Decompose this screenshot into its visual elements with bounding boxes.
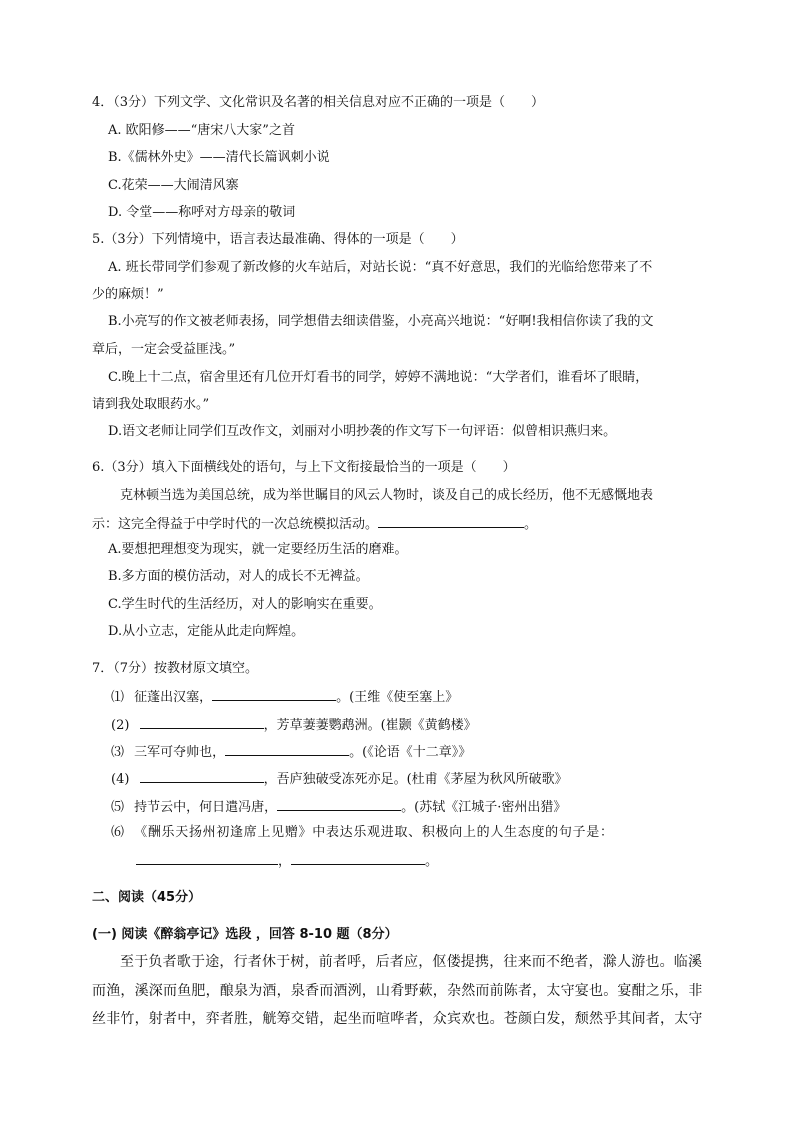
q5-option-a-line1: A. 班长带同学们参观了新改修的火车站后，对站长说：“真不好意思，我们的光临给您带来了不 bbox=[108, 260, 653, 275]
q6-option-c: C.学生时代的生活经历，对人的影响实在重要。 bbox=[108, 597, 382, 612]
q5-option-c-line1: C.晚上十二点，宿舍里还有几位开灯看书的同学，婷婷不满地说：“大学者们，谁看坏了眼睛， bbox=[108, 370, 649, 385]
q7-item-num: ⑸ bbox=[111, 800, 125, 815]
q6-option-b: B.多方面的模仿活动，对人的成长不无裨益。 bbox=[108, 569, 369, 584]
q7-item-3 bbox=[111, 742, 471, 762]
q5-option-a-line2: 少的麻烦！” bbox=[92, 287, 164, 302]
passage-line-3: 丝非竹，射者中，弈者胜，觥筹交错，起坐而喧哗者，众宾欢也。苍颜白发，颓然乎其间者，太守 bbox=[92, 1011, 703, 1027]
q7-item-num: ⑶ bbox=[111, 745, 125, 760]
q7-item-1-blank[interactable] bbox=[212, 687, 336, 701]
q4-option-a: A. 欧阳修——“唐宋八大家”之首 bbox=[108, 123, 295, 138]
q7-item-pre: 征蓬出汉塞， bbox=[134, 690, 213, 705]
q7-item-post: 。(《论语《十二章》》 bbox=[349, 745, 472, 760]
q7-item-5-blank[interactable] bbox=[277, 797, 401, 811]
sub-section-heading: (一) 阅读《醉翁亭记》选段 ，回答 8-10 题（8分） bbox=[92, 927, 398, 942]
q6-passage-text: 示：这完全得益于中学时代的一次总统模拟活动。 bbox=[92, 517, 379, 532]
q7-item-post: ，芳草萋萋鹦鹉洲。(崔颢《黄鹤楼》 bbox=[263, 718, 477, 733]
q7-item-post: 。(王维《使至塞上》 bbox=[336, 690, 459, 705]
q4-option-b: B.《儒林外史》——清代长篇讽刺小说 bbox=[108, 150, 330, 165]
q5-option-b-line1: B.小亮写的作文被老师表扬，同学想借去细读借鉴，小亮高兴地说：“好啊!我相信你读了我的文 bbox=[108, 314, 654, 329]
q7-item-6-blank-1[interactable] bbox=[136, 851, 278, 865]
q7-item-3-blank[interactable] bbox=[225, 742, 349, 756]
q6-passage-end: 。 bbox=[524, 517, 538, 532]
q7-item-pre: 三军可夺帅也， bbox=[134, 745, 226, 760]
q7-item-6-answers bbox=[136, 851, 438, 871]
q7-item-pre: 持节云中，何日遣冯唐， bbox=[134, 800, 278, 815]
q7-item-num: (4) bbox=[111, 772, 130, 787]
q6-option-d: D.从小立志，定能从此走向辉煌。 bbox=[108, 624, 305, 639]
q7-item-6-sep: ， bbox=[278, 854, 292, 869]
q6-option-a: A.要想把理想变为现实，就一定要经历生活的磨难。 bbox=[108, 542, 408, 557]
section-heading: 二、阅读（45分） bbox=[92, 890, 202, 905]
q7-item-4-blank[interactable] bbox=[140, 769, 264, 783]
q6-answer-blank[interactable] bbox=[378, 514, 524, 528]
q7-item-post: 。(苏轼《江城子·密州出猎》 bbox=[401, 800, 567, 815]
q7-stem: 7．（7分）按教材原文填空。 bbox=[92, 661, 259, 676]
q7-item-num: ⑴ bbox=[111, 690, 125, 705]
q7-item-5 bbox=[111, 797, 566, 817]
q5-option-b-line2: 章后，一定会受益匪浅。” bbox=[92, 342, 236, 357]
q7-item-2-blank[interactable] bbox=[140, 715, 264, 729]
q7-item-2 bbox=[111, 715, 477, 735]
q7-item-6 bbox=[111, 824, 614, 842]
q7-item-6-text: 《酬乐天扬州初逢席上见赠》中表达乐观进取、积极向上的人生态度的句子是： bbox=[134, 825, 614, 840]
q5-stem: 5.（3分）下列情境中，语言表达最准确、得体的一项是（ ） bbox=[92, 232, 464, 247]
q5-option-d: D.语文老师让同学们互改作文，刘丽对小明抄袭的作文写下一句评语：似曾相识燕归来。 bbox=[108, 424, 617, 439]
q7-item-6-end: 。 bbox=[425, 854, 439, 869]
q7-item-num: (2) bbox=[111, 718, 130, 733]
q7-item-4 bbox=[111, 769, 568, 789]
q7-item-6-blank-2[interactable] bbox=[291, 851, 425, 865]
passage-line-2: 而渔，溪深而鱼肥，酿泉为酒，泉香而酒洌，山肴野蔌，杂然而前陈者，太守宴也。宴酣之乐，非 bbox=[92, 983, 703, 999]
q4-stem: 4．（3分）下列文学、文化常识及名著的相关信息对应不正确的一项是（ ） bbox=[92, 95, 545, 110]
q4-option-c: C.花荣——大闹清风寨 bbox=[108, 178, 239, 193]
q7-item-num: ⑹ bbox=[111, 825, 125, 840]
q6-passage-line1: 克林顿当选为美国总统，成为举世瞩目的风云人物时，谈及自己的成长经历，他不无感慨地表 bbox=[120, 488, 654, 503]
q7-item-1 bbox=[111, 687, 458, 707]
passage-line-1: 至于负者歌于途，行者休于树，前者呼，后者应，伛偻提携，往来而不绝者，滁人游也。临溪 bbox=[120, 954, 703, 970]
q5-option-c-line2: 请到我处取眼药水。” bbox=[92, 397, 210, 412]
q4-option-d: D. 令堂——称呼对方母亲的敬词 bbox=[108, 205, 296, 220]
q6-stem: 6.（3分）填入下面横线处的语句，与上下文衔接最恰当的一项是（ ） bbox=[92, 460, 516, 475]
q6-passage-line2 bbox=[92, 514, 537, 534]
q7-item-post: ，吾庐独破受冻死亦足。(杜甫《茅屋为秋风所破歌》 bbox=[263, 772, 568, 787]
